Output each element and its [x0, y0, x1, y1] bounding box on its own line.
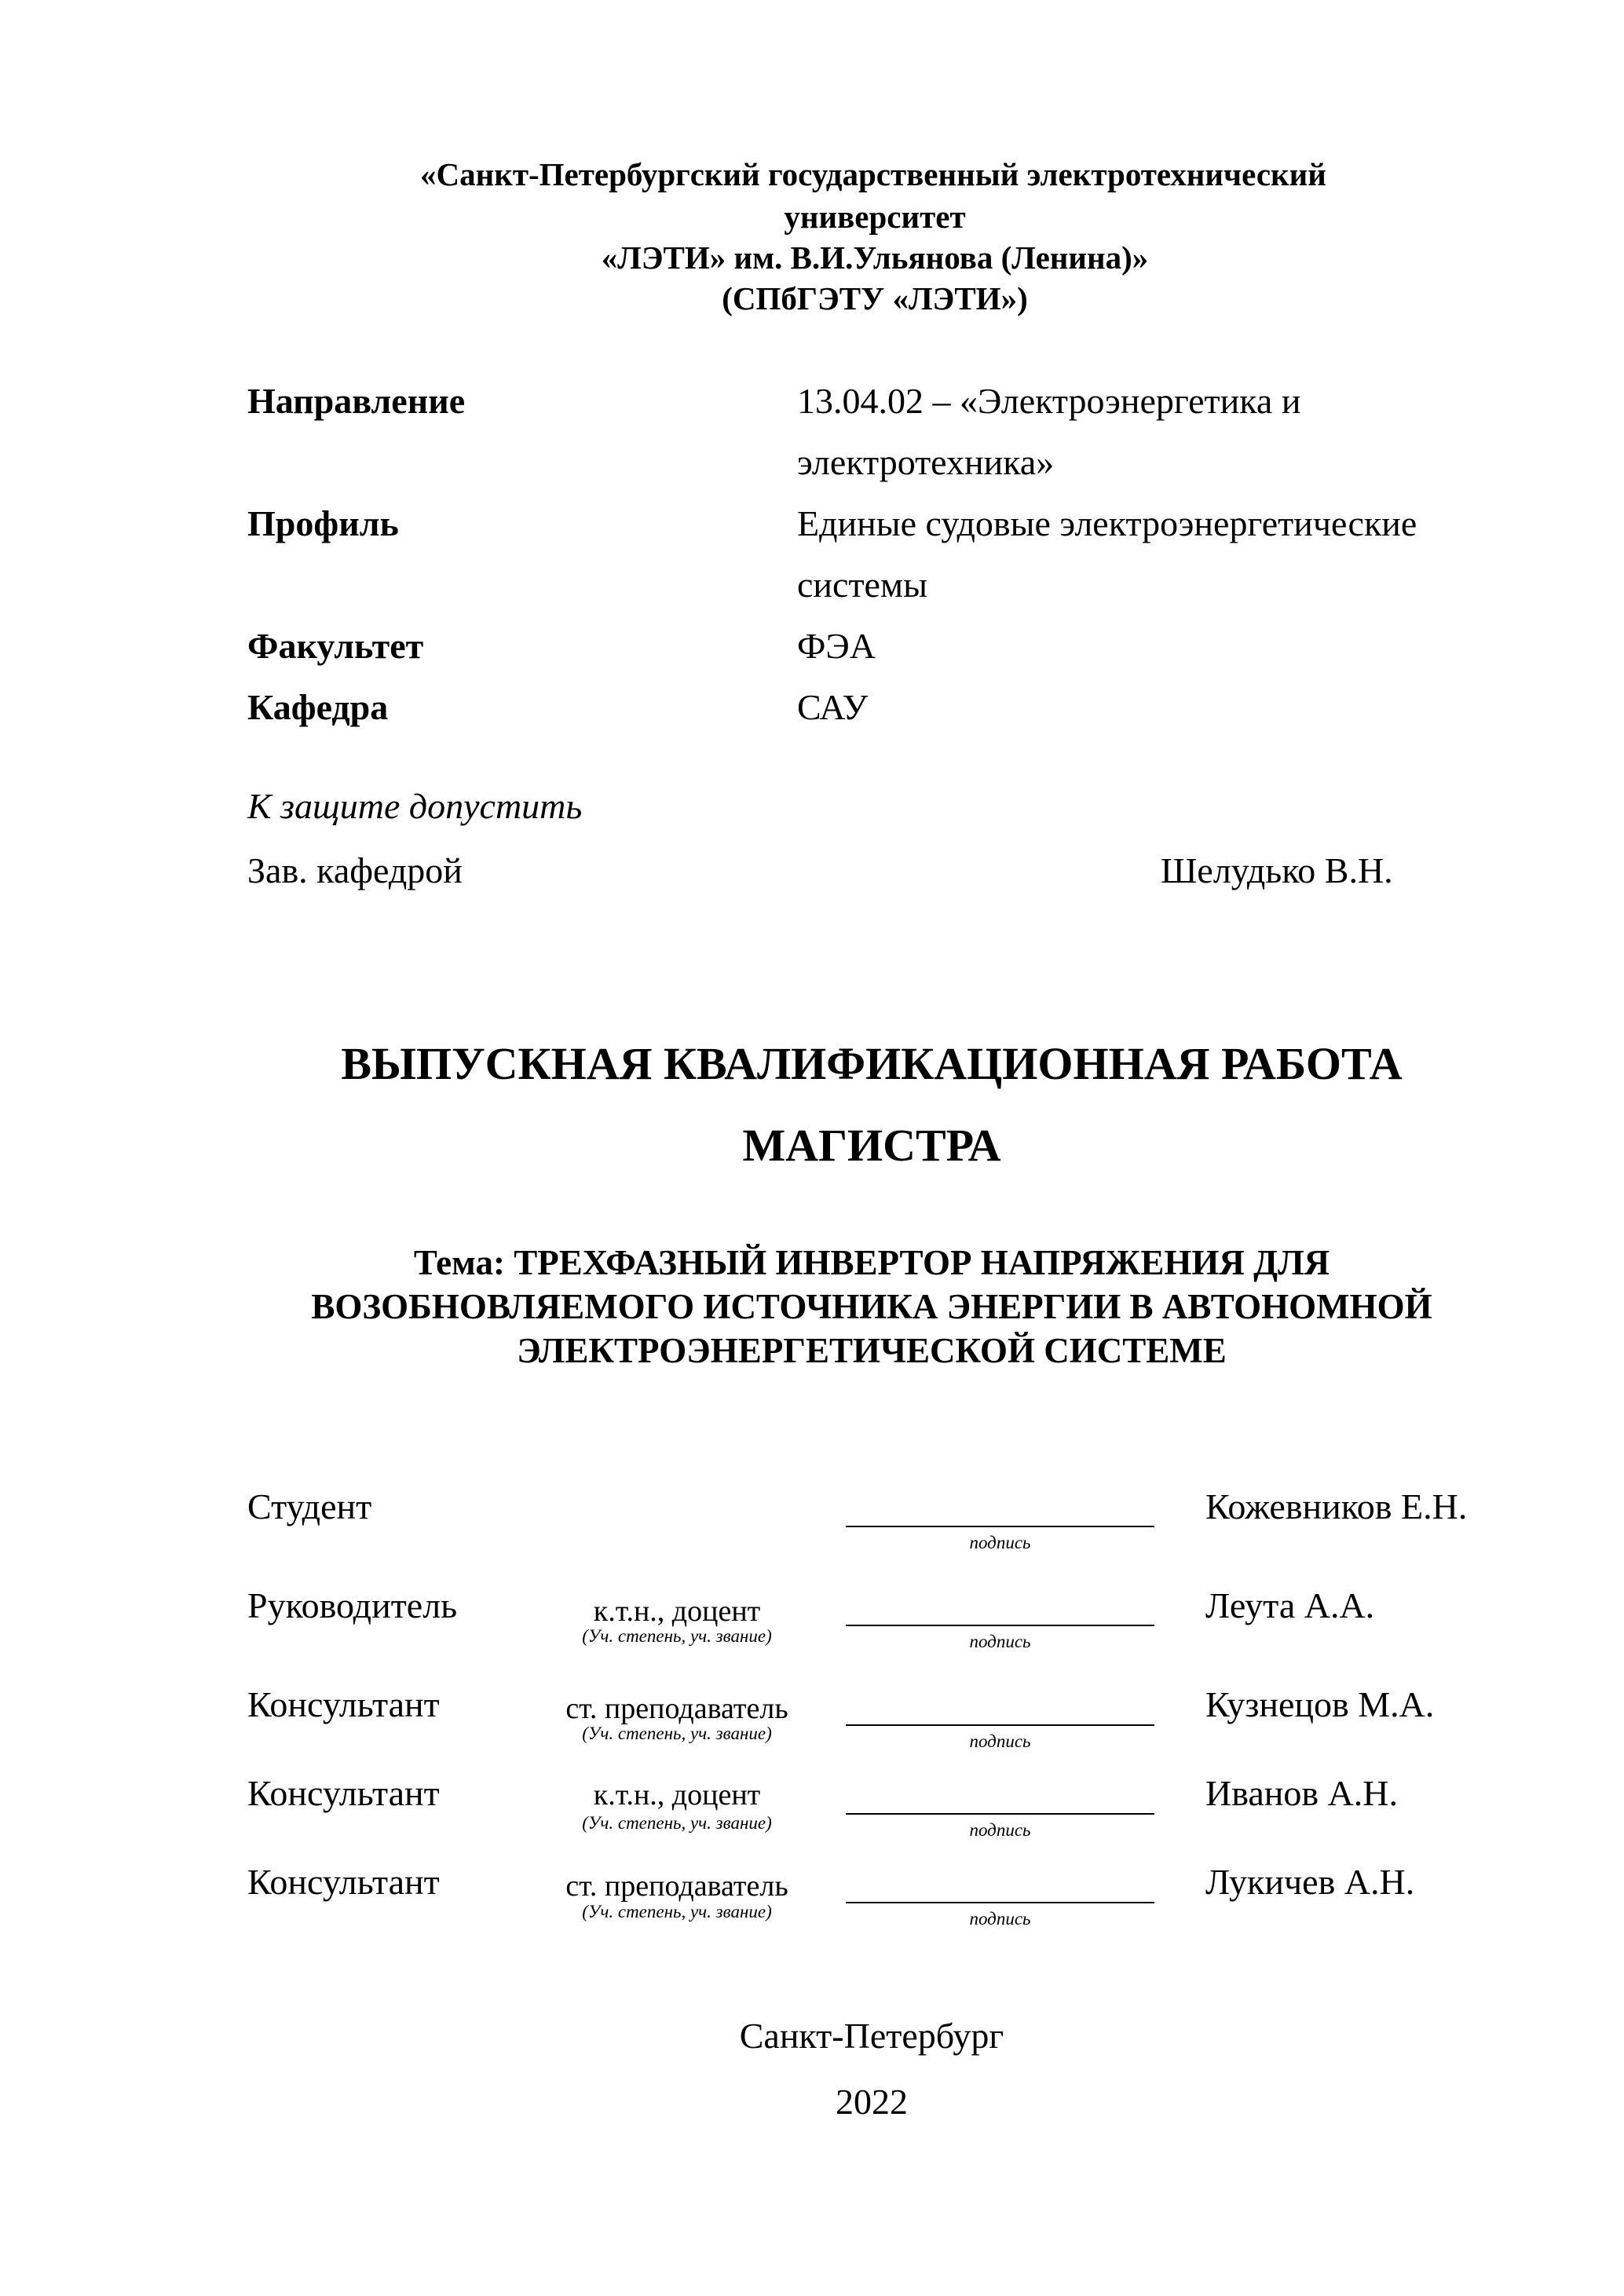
- header-line-4: (СПбГЭТУ «ЛЭТИ»): [722, 280, 1028, 316]
- topic-line-2: ВОЗОБНОВЛЯЕМОГО ИСТОЧНИКА ЭНЕРГИИ В АВТОНОМНОЙ: [311, 1287, 1432, 1326]
- profile-value-2: системы: [797, 565, 927, 605]
- signature-caption: подпись: [969, 1632, 1031, 1651]
- person-name: Кожевников Е.Н.: [1205, 1486, 1468, 1526]
- role-label: Руководитель: [247, 1585, 458, 1625]
- faculty-value: ФЭА: [797, 626, 876, 666]
- signature-line[interactable]: [846, 1625, 1154, 1626]
- profile-label: Профиль: [247, 503, 399, 543]
- signature-line[interactable]: [846, 1813, 1154, 1815]
- person-name: Лукичев А.Н.: [1205, 1862, 1415, 1902]
- header-line-1: «Санкт-Петербургский государственный электротехнический: [420, 156, 1326, 192]
- admit-text: К защите допустить: [247, 786, 583, 826]
- direction-value-1: 13.04.02 – «Электроэнергетика и: [797, 381, 1301, 421]
- signature-line[interactable]: [846, 1902, 1154, 1903]
- person-name: Леута А.А.: [1205, 1585, 1375, 1625]
- degree-value: ст. преподаватель: [565, 1870, 788, 1903]
- degree-value: ст. преподаватель: [565, 1692, 788, 1725]
- degree-caption: (Уч. степень, уч. звание): [582, 1902, 772, 1921]
- degree-caption: (Уч. степень, уч. звание): [582, 1724, 772, 1743]
- topic-line-3: ЭЛЕКТРОЭНЕРГЕТИЧЕСКОЙ СИСТЕМЕ: [517, 1331, 1227, 1370]
- header-line-2: университет: [784, 199, 966, 235]
- direction-value-2: электротехника»: [797, 442, 1055, 482]
- header-line-3: «ЛЭТИ» им. В.И.Ульянова (Ленина)»: [601, 239, 1149, 276]
- year: 2022: [836, 2082, 908, 2122]
- role-label: Консультант: [247, 1773, 440, 1813]
- department-value: САУ: [797, 687, 869, 727]
- signature-caption: подпись: [969, 1731, 1031, 1751]
- degree-caption: (Уч. степень, уч. звание): [582, 1813, 772, 1833]
- degree-caption: (Уч. степень, уч. звание): [582, 1626, 772, 1646]
- signature-caption: подпись: [969, 1909, 1031, 1929]
- signature-caption: подпись: [969, 1820, 1031, 1840]
- person-name: Кузнецов М.А.: [1205, 1684, 1435, 1724]
- faculty-label: Факультет: [247, 626, 424, 666]
- signature-caption: подпись: [969, 1533, 1031, 1552]
- signature-line[interactable]: [846, 1724, 1154, 1726]
- degree-value: к.т.н., доцент: [593, 1779, 761, 1812]
- title-line-1: ВЫПУСКНАЯ КВАЛИФИКАЦИОННАЯ РАБОТА: [341, 1038, 1403, 1089]
- head-label: Зав. кафедрой: [247, 850, 463, 890]
- direction-label: Направление: [247, 381, 466, 421]
- person-name: Иванов А.Н.: [1205, 1773, 1399, 1813]
- degree-value: к.т.н., доцент: [593, 1595, 761, 1628]
- title-line-2: МАГИСТРА: [742, 1120, 1001, 1171]
- topic-line-1: Тема: ТРЕХФАЗНЫЙ ИНВЕРТОР НАПРЯЖЕНИЯ ДЛЯ: [413, 1243, 1330, 1282]
- department-label: Кафедра: [247, 687, 389, 727]
- city: Санкт-Петербург: [739, 2016, 1004, 2056]
- signature-line[interactable]: [846, 1526, 1154, 1527]
- profile-value-1: Единые судовые электроэнергетические: [797, 503, 1417, 543]
- role-label: Консультант: [247, 1862, 440, 1902]
- role-label: Студент: [247, 1486, 372, 1526]
- head-name: Шелудько В.Н.: [1161, 850, 1393, 890]
- role-label: Консультант: [247, 1684, 440, 1724]
